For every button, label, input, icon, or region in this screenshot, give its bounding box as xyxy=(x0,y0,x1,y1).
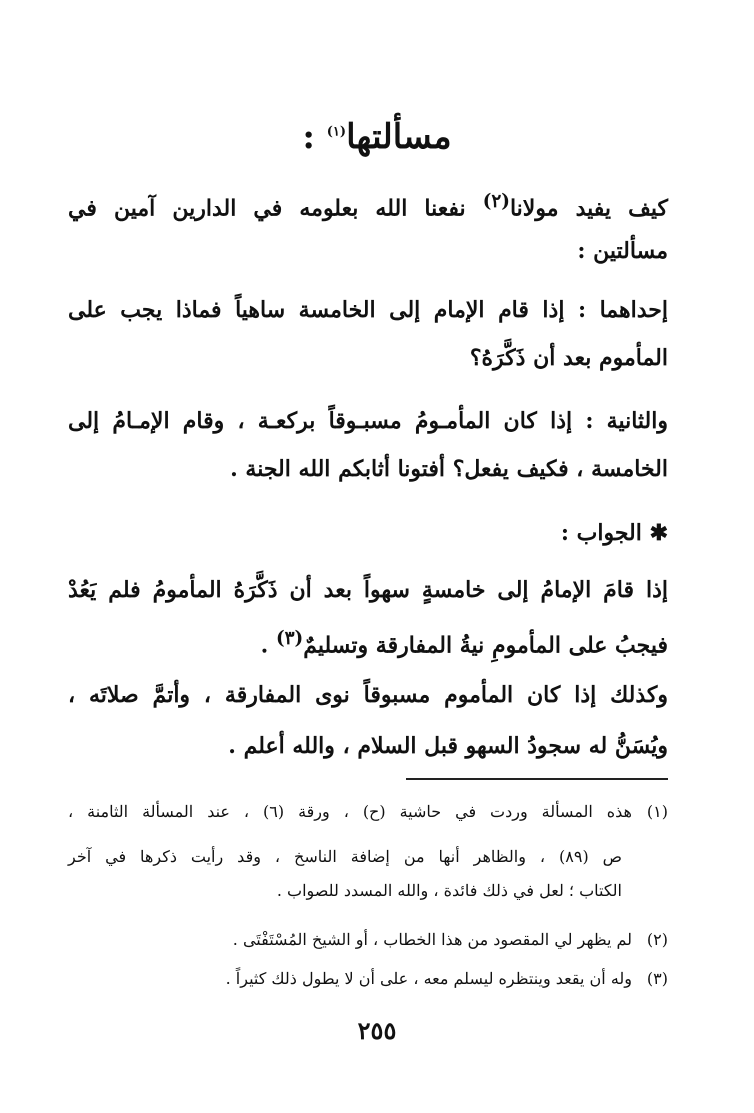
footnote-2-number: (٢) xyxy=(646,930,668,949)
heading-note-ref: (١) xyxy=(326,124,347,140)
intro-note-ref: (٢) xyxy=(482,191,510,212)
page-number: ٢٥٥ xyxy=(357,1016,397,1045)
answer-heading-label: الجواب : xyxy=(560,520,642,546)
heading-title: مسألتها xyxy=(346,117,452,157)
question-first-line-1: إحداهما : إذا قام الإمام إلى الخامسة ساهياً فماذا يجب على xyxy=(68,297,668,323)
footnote-1-number: (١) xyxy=(646,802,668,821)
heading-colon: : xyxy=(302,117,315,157)
question-second-line-2: الخامسة ، فكيف يفعل؟ أفتونا أثابكم الله الجنة . xyxy=(230,456,668,482)
answer-line-4: ويُسَنُّ له سجودُ السهو قبل السلام ، والله أعلم . xyxy=(228,733,668,759)
footnote-1-line-3: الكتاب ؛ لعل في ذلك فائدة ، والله المسدد للصواب . xyxy=(276,881,622,900)
section-heading xyxy=(0,112,754,162)
footnote-divider xyxy=(406,778,668,780)
question-intro-line-2: مسألتين : xyxy=(577,238,668,264)
footnote-1-line-2: ص (٨٩) ، والظاهر أنها من إضافة الناسخ ، وقد رأيت ذكرها في آخر xyxy=(68,847,623,866)
answer-line-1: إذا قامَ الإمامُ إلى خامسةٍ سهواً بعد أن ذَكَّرَهُ المأمومُ فلم يَعُدْ xyxy=(68,577,668,603)
question-first-line-2: المأموم بعد أن ذَكَّرَهُ؟ xyxy=(469,345,668,371)
question-second-line-1: والثانية : إذا كان المأمـومُ مسبـوقاً بركعـة ، وقام الإمـامُ إلى xyxy=(68,408,668,434)
footnote-1-line-1: (١)هذه المسألة وردت في حاشية (ح) ، ورقة (٦) ، عند المسألة الثامنة ، xyxy=(68,797,668,827)
answer-marker-icon: ✱ xyxy=(649,520,668,546)
answer-line-3: وكذلك إذا كان المأموم مسبوقاً نوى المفارقة ، وأتمَّ صلاتَه ، xyxy=(68,682,668,708)
answer-note-ref: (٣) xyxy=(275,628,304,649)
footnote-3: (٣)وله أن يقعد وينتظره ليسلم معه ، على أن لا يطول ذلك كثيراً . xyxy=(68,964,668,994)
question-intro-line-1: كيف يفيد مولانا$^{(٢)}$ نفعنا الله بعلومه في الدارين آمين في xyxy=(68,191,669,222)
answer-line-2: فيجبُ على المأمومِ نيةُ المفارقة وتسليمٌ$^{(٣)}$ . xyxy=(260,628,668,659)
footnote-3-number: (٣) xyxy=(646,969,668,988)
answer-heading xyxy=(68,513,668,553)
footnote-2: (٢)لم يظهر لي المقصود من هذا الخطاب ، أو الشيخ المُسْتَفْتَى . xyxy=(68,925,668,955)
